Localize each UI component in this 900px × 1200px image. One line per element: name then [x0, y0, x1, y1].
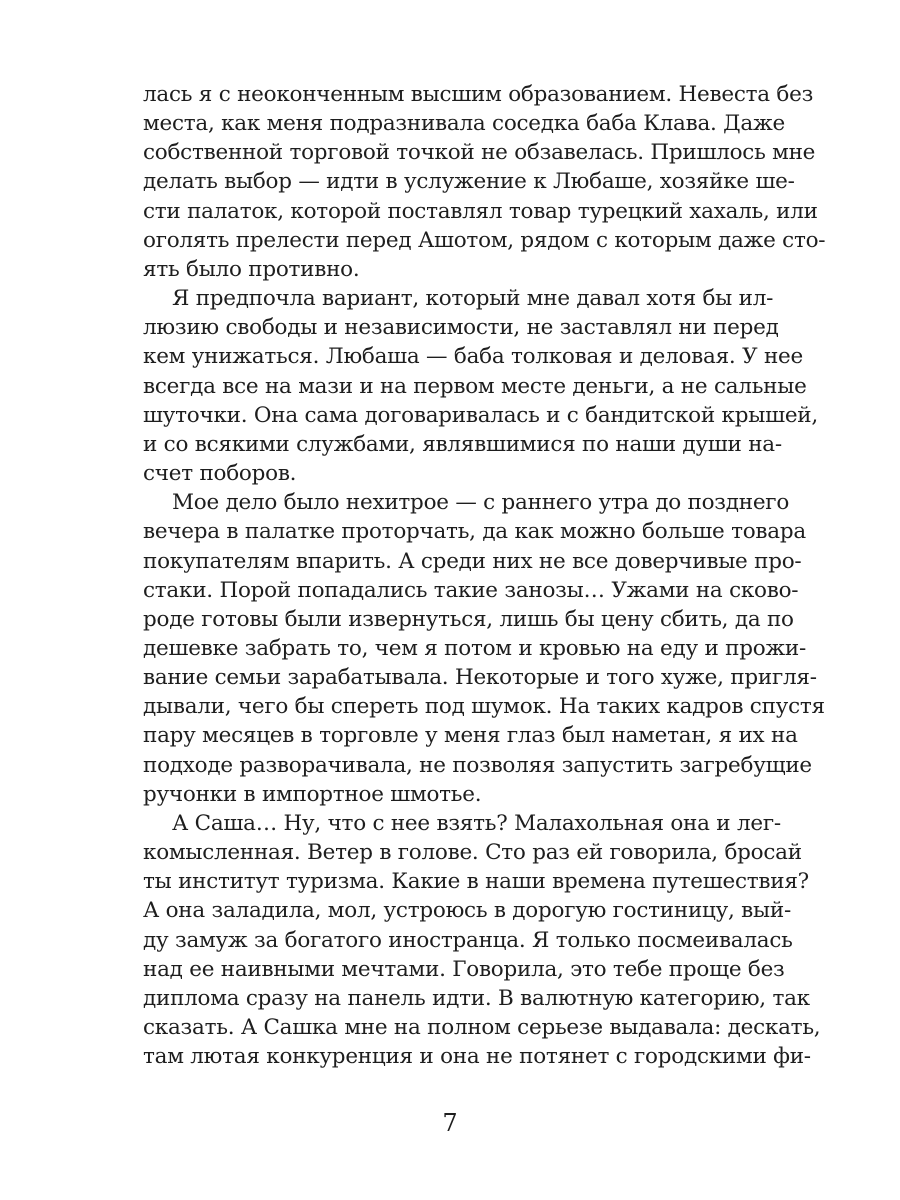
text-line: всегда все на мази и на первом месте деньги, а не сальные	[143, 373, 807, 399]
text-line: дешевке забрать то, чем я потом и кровью на еду и прожи-	[143, 635, 807, 661]
text-line: А она заладила, мол, устроюсь в дорогую гостиницу, вый-	[143, 898, 791, 924]
text-line: ручонки в импортное шмотье.	[143, 781, 482, 807]
text-line: Я предпочла вариант, который мне давал хотя бы ил-	[172, 286, 774, 312]
text-line: дывали, чего бы спереть под шумок. На таких кадров спустя	[143, 694, 825, 720]
text-line: там лютая конкуренция и она не потянет с городскими фи-	[143, 1044, 811, 1070]
text-line: сказать. А Сашка мне на полном серьезе выдавала: дескать,	[143, 1015, 821, 1040]
text-line: комысленная. Ветер в голове. Сто раз ей говорила, бросай	[143, 840, 802, 866]
text-line: кем унижаться. Любаша — баба толковая и деловая. У нее	[143, 344, 803, 370]
text-line: ду замуж за богатого иностранца. Я только посмеивалась	[143, 927, 793, 953]
page-number: 7	[442, 1109, 458, 1137]
text-line: роде готовы были извернуться, лишь бы цену сбить, да по	[143, 606, 794, 632]
text-line: места, как меня подразнивала соседка баба Клава. Даже	[143, 111, 785, 137]
text-line: вечера в палатке проторчать, да как можно больше товара	[143, 519, 806, 545]
text-line: оголять прелести перед Ашотом, рядом с которым даже сто-	[143, 227, 826, 253]
text-line: шуточки. Она сама договаривалась и с бандитской крышей,	[143, 402, 818, 428]
text-line: счет поборов.	[143, 461, 297, 487]
text-line: ять было противно.	[143, 256, 360, 282]
text-line: делать выбор — идти в услужение к Любаше, хозяйке ше-	[143, 169, 795, 195]
text-line: лась я с неоконченным высшим образованием. Невеста без	[143, 82, 814, 107]
text-line: люзию свободы и независимости, не заставлял ни перед	[143, 315, 779, 341]
text-line: покупателям впарить. А среди них не все доверчивые про-	[143, 548, 802, 574]
body-text	[143, 80, 826, 1071]
text-line: подходе разворачивала, не позволяя запустить загребущие	[143, 752, 812, 778]
text-line: стаки. Порой попадались такие занозы… Ужами на сково-	[143, 577, 799, 603]
text-line: вание семьи зарабатывала. Некоторые и того хуже, пригля-	[143, 665, 817, 691]
text-line: собственной торговой точкой не обзавелась. Пришлось мне	[143, 140, 816, 166]
text-line: пару месяцев в торговле у меня глаз был наметан, я их на	[143, 723, 798, 749]
text-line: Мое дело было нехитрое — с раннего утра до позднего	[172, 490, 790, 516]
text-line: и со всякими службами, являвшимися по наши души на-	[143, 431, 782, 457]
text-line: А Саша… Ну, что с нее взять? Малахольная она и лег-	[172, 810, 781, 836]
text-line: диплома сразу на панель идти. В валютную категорию, так	[143, 985, 810, 1011]
text-line: ты институт туризма. Какие в наши времена путешествия?	[143, 869, 809, 895]
text-line: сти палаток, которой поставлял товар турецкий хахаль, или	[143, 198, 818, 224]
text-line: над ее наивными мечтами. Говорила, это тебе проще без	[143, 956, 785, 982]
